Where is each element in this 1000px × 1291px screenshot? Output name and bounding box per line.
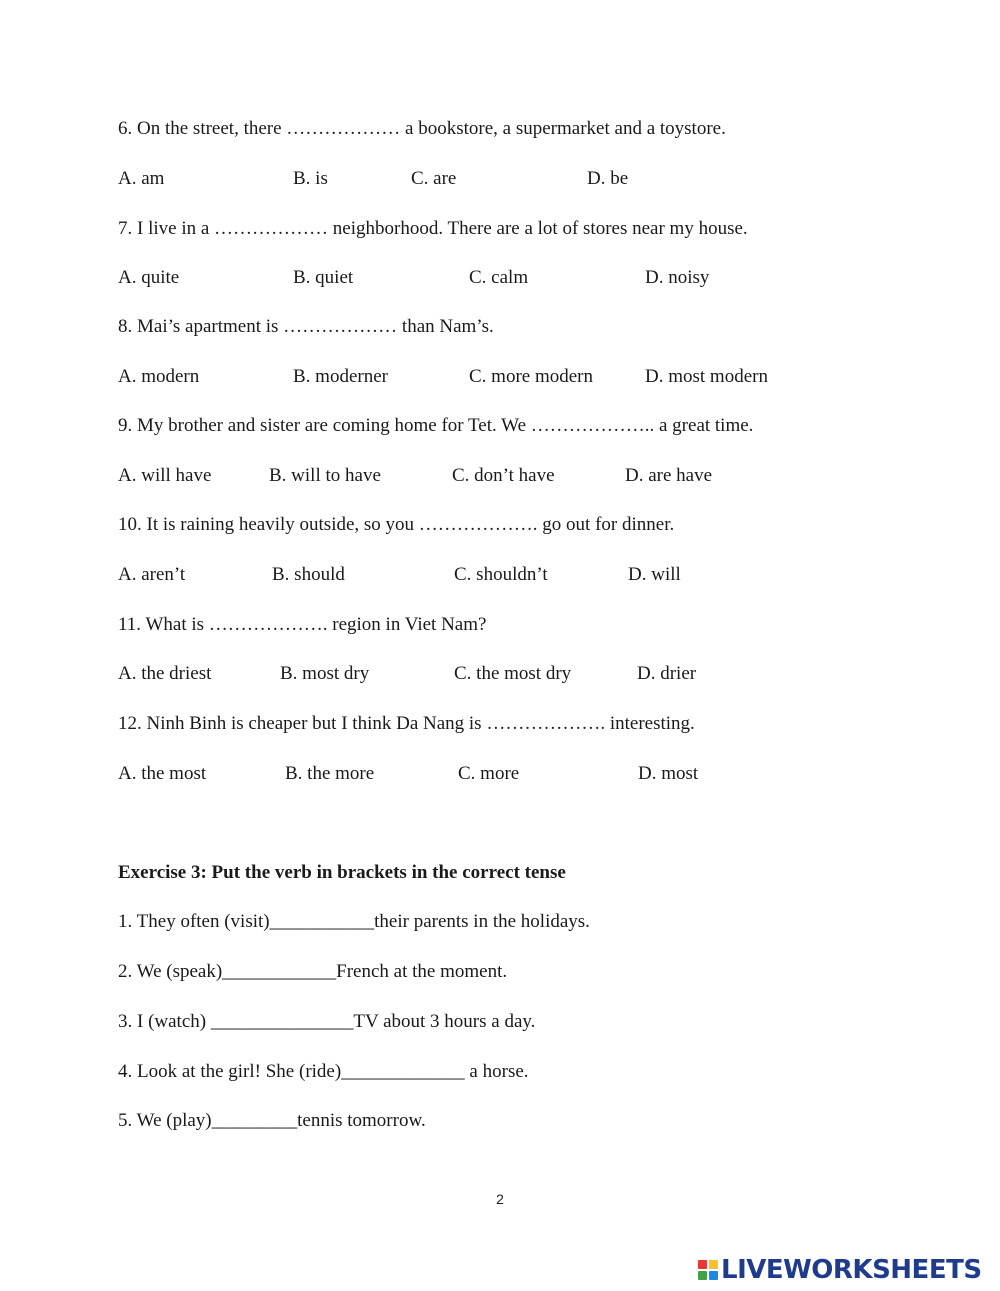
exercise-3-item-1[interactable]: 1. They often (visit)___________their parents in the holidays. xyxy=(118,911,590,932)
logo-block-green xyxy=(698,1271,707,1280)
q9-option-b[interactable]: B. will to have xyxy=(269,465,381,486)
q10-option-c[interactable]: C. shouldn’t xyxy=(454,564,548,585)
q7-option-a[interactable]: A. quite xyxy=(118,267,180,288)
q12-option-c[interactable]: C. more xyxy=(458,763,520,784)
exercise-3-item-3[interactable]: 3. I (watch) _______________TV about 3 hours a day. xyxy=(118,1011,536,1032)
logo-block-blue xyxy=(709,1271,718,1280)
exercise-3-item-5[interactable]: 5. We (play)_________tennis tomorrow. xyxy=(118,1110,426,1131)
q10-option-a[interactable]: A. aren’t xyxy=(118,564,186,585)
logo-block-red xyxy=(698,1260,707,1269)
q10-option-b[interactable]: B. should xyxy=(272,564,345,585)
q7-option-c[interactable]: C. calm xyxy=(469,267,529,288)
question-8: 8. Mai’s apartment is ……………… than Nam’s. xyxy=(118,316,494,337)
q9-option-a[interactable]: A. will have xyxy=(118,465,212,486)
liveworksheets-logo xyxy=(698,1254,982,1286)
logo-blocks-icon xyxy=(698,1260,718,1280)
question-12: 12. Ninh Binh is cheaper but I think Da Nang is ………………. interesting. xyxy=(118,713,695,734)
q8-option-c[interactable]: C. more modern xyxy=(469,366,594,387)
exercise-3-heading: Exercise 3: Put the verb in brackets in the correct tense xyxy=(118,862,566,883)
q12-option-b[interactable]: B. the more xyxy=(285,763,375,784)
logo-text: LIVEWORKSHEETS xyxy=(721,1255,982,1285)
logo-block-yellow xyxy=(709,1260,718,1269)
q11-option-b[interactable]: B. most dry xyxy=(280,663,370,684)
exercise-3-item-4[interactable]: 4. Look at the girl! She (ride)_____________ a horse. xyxy=(118,1061,529,1082)
q12-option-a[interactable]: A. the most xyxy=(118,763,207,784)
q8-option-b[interactable]: B. moderner xyxy=(293,366,388,387)
q10-option-d[interactable]: D. will xyxy=(628,564,681,585)
q6-option-b[interactable]: B. is xyxy=(293,168,328,189)
q8-option-a[interactable]: A. modern xyxy=(118,366,200,387)
q11-option-d[interactable]: D. drier xyxy=(637,663,697,684)
question-9: 9. My brother and sister are coming home for Tet. We ……………….. a great time. xyxy=(118,415,754,436)
q9-option-c[interactable]: C. don’t have xyxy=(452,465,555,486)
q7-option-d[interactable]: D. noisy xyxy=(645,267,710,288)
question-7: 7. I live in a ……………… neighborhood. There are a lot of stores near my house. xyxy=(118,218,748,239)
q6-option-c[interactable]: C. are xyxy=(411,168,457,189)
q6-option-a[interactable]: A. am xyxy=(118,168,165,189)
q8-option-d[interactable]: D. most modern xyxy=(645,366,768,387)
q6-option-d[interactable]: D. be xyxy=(587,168,629,189)
question-10: 10. It is raining heavily outside, so you ………………. go out for dinner. xyxy=(118,514,675,535)
q11-option-a[interactable]: A. the driest xyxy=(118,663,212,684)
q7-option-b[interactable]: B. quiet xyxy=(293,267,354,288)
q9-option-d[interactable]: D. are have xyxy=(625,465,713,486)
q12-option-d[interactable]: D. most xyxy=(638,763,699,784)
exercise-3-item-2[interactable]: 2. We (speak)____________French at the moment. xyxy=(118,961,508,982)
question-6: 6. On the street, there ……………… a bookstore, a supermarket and a toystore. xyxy=(118,118,726,139)
q11-option-c[interactable]: C. the most dry xyxy=(454,663,572,684)
question-11: 11. What is ………………. region in Viet Nam? xyxy=(118,614,487,635)
page-number: 2 xyxy=(496,1191,504,1207)
